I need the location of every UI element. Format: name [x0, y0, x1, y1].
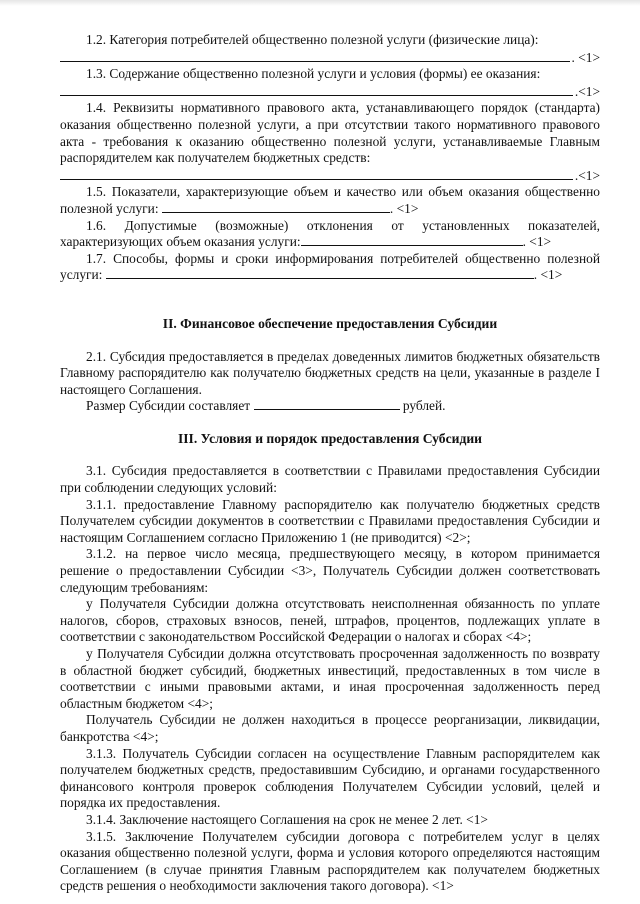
clause-3-1-2: 3.1.2. на первое число месяца, предшествующего месяцу, в котором принимается решение о предоставлении Субсидии <3>, Получатель Субсидии должен соответствовать следующим требованиям:	[60, 546, 600, 595]
clause-1-2: 1.2. Категория потребителей общественно полезной услуги (физические лица):	[86, 32, 539, 47]
clause-1-3: 1.3. Содержание общественно полезной услуги и условия (формы) ее оказания:	[86, 66, 541, 82]
blank-field	[162, 202, 390, 213]
clause-3-1-1: 3.1.1. предоставление Главному распорядителю как получателю бюджетных средств Получателем субсидии документов в соответствии с Правилами предоставления Субсидии и настоящим Соглашением согласно Приложению 1 (не приводится) <2>;	[60, 496, 600, 545]
footnote-ref: . <1>	[533, 267, 563, 283]
clause-1-2-blank-line	[60, 49, 600, 67]
clause-1-7	[60, 251, 600, 284]
footnote-ref: . <1>	[389, 200, 419, 216]
clause-1-4-blank-line	[60, 167, 600, 185]
clause-1-5-text: 1.5. Показатели, характеризующие объем и качество или объем оказания общественно полезной услуги:	[60, 184, 600, 216]
clause-1-7-text: 1.7. Способы, формы и сроки информирования потребителей общественно полезной услуги:	[60, 250, 600, 283]
clause-1-6-text: 1.6. Допустимые (возможные) отклонения от установленных показателей, характеризующих объем оказания услуги:	[60, 217, 600, 250]
section-2-heading: II. Финансовое обеспечение предоставления Субсидии	[162, 315, 498, 331]
subsidy-amount	[60, 398, 600, 415]
footnote-ref: .<1>	[574, 83, 600, 99]
amount-blank-field	[254, 399, 400, 410]
clause-3-1-4: 3.1.4. Заключение настоящего Соглашения на срок не менее 2 лет. <1>	[86, 811, 488, 827]
blank-field	[60, 49, 570, 62]
clause-3-1-5: 3.1.5. Заключение Получателем субсидии договора с потребителем услуг в целях оказания общественно полезной услуги, форма и условия которого определяются настоящим Соглашением (в случае принятия Главным распорядителем как получателем бюджетных средств решения о необходимости заключения такого договора). <1>	[60, 828, 600, 894]
requirement-reorganization: Получатель Субсидии не должен находиться в процессе реорганизации, ликвидации, банкротства <4>;	[60, 712, 600, 744]
document-page	[60, 32, 600, 895]
clause-1-4: 1.4. Реквизиты нормативного правового акта, устанавливающего порядок (стандарта) оказания общественно полезной услуги, а при отсутствии такого нормативного правового акта - требования к оказанию общественно полезной услуги, устанавливаемые Главным распорядителем как получателем бюджетных средств:	[60, 100, 600, 166]
clause-1-5	[60, 184, 600, 217]
section-3-heading: III. Условия и порядок предоставления Субсидии	[177, 430, 483, 446]
clause-3-1: 3.1. Субсидия предоставляется в соответствии с Правилами предоставления Субсидии при соблюдении следующих условий:	[60, 463, 600, 496]
blank-field	[301, 235, 523, 246]
subsidy-amount-label: Размер Субсидии составляет	[86, 398, 251, 414]
footnote-ref: . <1>	[571, 49, 600, 65]
clause-1-3-blank-line	[60, 83, 600, 101]
requirement-debt: у Получателя Субсидии должна отсутствовать просроченная задолженность по возврату в областной бюджет субсидий, бюджетных инвестиций, предоставленных в том числе в соответствии с иными правовыми актами, и иная просроченная задолженность перед областным бюджетом <4>;	[60, 646, 600, 711]
blank-field	[106, 268, 534, 279]
clause-3-1-3: 3.1.3. Получатель Субсидии согласен на осуществление Главным распорядителем как получателем бюджетных средств, предоставившим Субсидию, и органами государственного финансового контроля проверок соблюдения Получателем Субсидии условий, целей и порядка их предоставления.	[60, 745, 600, 811]
scan-edge	[0, 0, 640, 6]
blank-field	[60, 167, 573, 180]
footnote-ref: . <1>	[522, 234, 552, 250]
requirement-taxes: у Получателя Субсидии должна отсутствовать неисполненная обязанность по уплате налогов, сборов, страховых взносов, пеней, штрафов, процентов, подлежащих уплате в соответствии с законодательством Российской Федерации о налогах и сборах <4>;	[60, 596, 600, 645]
footnote-ref: .<1>	[574, 167, 600, 183]
currency-label: рублей.	[402, 398, 446, 414]
clause-1-6	[60, 218, 600, 251]
clause-2-1: 2.1. Субсидия предоставляется в пределах доведенных лимитов бюджетных обязательств Главному распорядителю как получателю бюджетных средств на цели, указанные в разделе I настоящего Соглашения.	[60, 348, 600, 397]
blank-field	[60, 83, 573, 96]
